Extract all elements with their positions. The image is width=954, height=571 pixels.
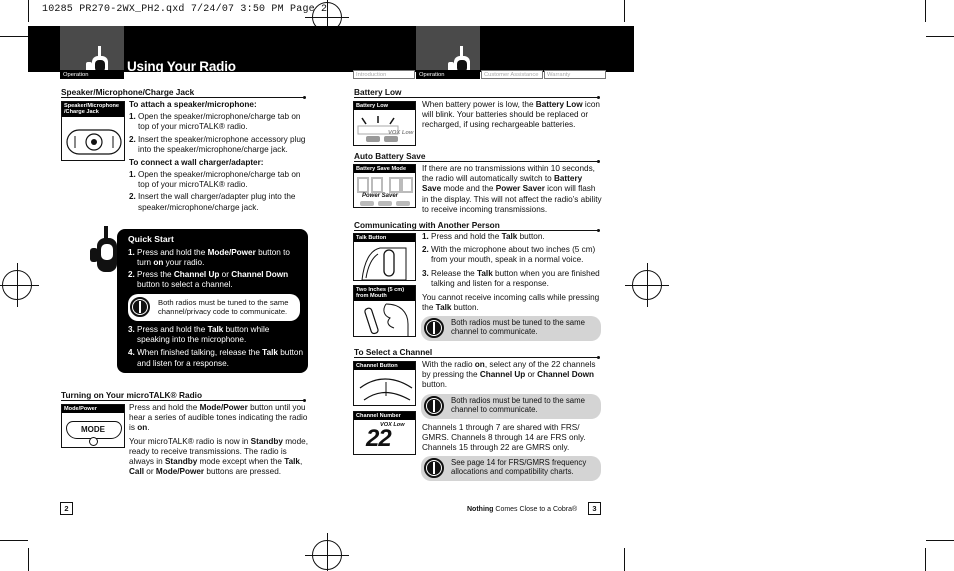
- crop-mark: [28, 548, 29, 571]
- charge-jack-illustration: [65, 126, 123, 158]
- section-title-battery-low: Battery Low: [354, 87, 402, 97]
- list-item: 2. With the microphone about two inches (5 cm) from your mouth, speak in a normal voice.: [422, 245, 596, 265]
- crop-mark: [624, 548, 625, 571]
- figure-label: Speaker/Microphone /Charge Jack: [62, 102, 124, 117]
- figure-label: Battery Save Mode: [354, 165, 415, 173]
- section-rule: [354, 161, 598, 162]
- crop-mark: [926, 540, 954, 541]
- quick-start-steps-2: [128, 323, 303, 369]
- speaker-instructions: [129, 100, 307, 213]
- charger-heading: To connect a wall charger/adapter:: [129, 157, 264, 167]
- crop-mark: [624, 0, 625, 22]
- list-item: 1. Open the speaker/microphone/charge tab on top of your microTALK® radio.: [129, 170, 301, 190]
- attach-heading: To attach a speaker/microphone:: [129, 100, 257, 109]
- quick-start-note: Both radios must be tuned to the same channel/privacy code to communicate.: [128, 294, 300, 321]
- tab-warranty[interactable]: Warranty: [544, 70, 606, 79]
- power-icon: [89, 437, 98, 446]
- frequency-note: See page 14 for FRS/GMRS frequency allocations and compatibility charts.: [421, 456, 601, 481]
- select-channel-text: With the radio on, select any of the 22 channels by pressing the Channel Up or Channel Down button.: [422, 360, 596, 390]
- tab-operation[interactable]: Operation: [416, 70, 480, 79]
- page-number-right: 3: [588, 502, 601, 515]
- lcd-segment-illustration: [360, 201, 412, 207]
- crop-mark: [28, 0, 29, 22]
- tab-introduction[interactable]: Introduction: [353, 70, 415, 79]
- section-rule: [61, 97, 304, 98]
- figure-label: Battery Low: [354, 102, 415, 110]
- registration-mark: [312, 540, 342, 570]
- talk-button-illustration: [356, 244, 414, 280]
- channel-button-illustration: [356, 372, 414, 406]
- mode-button-illustration: MODE: [66, 421, 122, 439]
- auto-save-text: If there are no transmissions within 10 seconds, the radio will automatically switch to Battery Save mode and the Power Saver icon will flash in the display. This will not affect the radio’s ability to receive incoming transmissions.: [422, 164, 602, 214]
- radio-icon: [90, 226, 126, 274]
- quick-start-title: Quick Start: [128, 234, 174, 244]
- crop-mark: [926, 36, 954, 37]
- quick-start-content: [128, 234, 303, 290]
- list-item: 2. Insert the wall charger/adapter plug into the speaker/microphone/charge jack.: [129, 192, 296, 212]
- section-title-auto-save: Auto Battery Save: [354, 151, 426, 161]
- list-item: 1. Press and hold the Talk button.: [422, 232, 545, 241]
- print-slug: 10285 PR270-2WX_PH2.qxd 7/24/07 3:50 PM Page 2: [42, 4, 328, 15]
- figure-two-inches: [353, 285, 416, 337]
- battery-low-text: When battery power is low, the Battery Low icon will blink. Your batteries should be replaced or recharged, if using rechargeable batteries.: [422, 100, 600, 130]
- figure-channel-button: [353, 361, 416, 406]
- communicating-note: Both radios must be tuned to the same channel to communicate.: [421, 316, 601, 341]
- figure-mode-power: [61, 404, 125, 448]
- section-title-speaker: Speaker/Microphone/Charge Jack: [61, 87, 195, 97]
- figure-charge-jack: [61, 101, 125, 161]
- section-rule: [61, 400, 304, 401]
- note-icon: [424, 318, 444, 338]
- list-item: 4. When finished talking, release the Talk button and listen for a response.: [128, 348, 303, 368]
- section-rule: [354, 357, 598, 358]
- figure-battery-low: Battery Low VOX Low: [353, 101, 416, 146]
- section-title-select-channel: To Select a Channel: [354, 347, 433, 357]
- list-item: 1. Press and hold the Mode/Power button to turn on your radio.: [128, 247, 290, 267]
- note-icon: [424, 458, 444, 478]
- list-item: 1. Open the speaker/microphone/charge tab on top of your microTALK® radio.: [129, 112, 301, 132]
- figure-label: Channel Button: [354, 362, 415, 370]
- figure-label: Two Inches (5 cm) from Mouth: [354, 286, 415, 301]
- registration-mark: [632, 270, 662, 300]
- figure-label: Channel Number: [354, 412, 415, 420]
- list-item: 3. Release the Talk button when you are finished talking and listen for a response.: [422, 268, 600, 288]
- figure-battery-save: Battery Save Mode Power Saver: [353, 164, 416, 208]
- lcd-illustration: [356, 114, 414, 144]
- figure-label: Mode/Power: [62, 405, 124, 413]
- note-icon: [130, 297, 150, 317]
- list-item: 3. Press and hold the Talk button while speaking into the microphone.: [128, 325, 270, 345]
- turning-on-text: Press and hold the Mode/Power button until you hear a series of audible tones indicating the radio is on. Your microTALK® radio is now in Standby mode, ready to receive transmissions. The radio is always in Standby mode except when the Talk, Call or Mode/Power buttons are pressed.: [129, 403, 308, 477]
- crop-mark: [0, 540, 28, 541]
- tab-operation-left[interactable]: Operation: [60, 70, 124, 79]
- note-icon: [424, 396, 444, 416]
- section-rule: [354, 230, 598, 231]
- figure-talk-button: [353, 233, 416, 281]
- section-title-communicating: Communicating with Another Person: [354, 220, 500, 230]
- speaking-illustration: [356, 302, 414, 336]
- page-title: Using Your Radio: [127, 59, 236, 74]
- page-number-left: 2: [60, 502, 73, 515]
- tab-customer-assistance[interactable]: Customer Assistance: [481, 70, 543, 79]
- figure-label: Talk Button: [354, 234, 415, 242]
- communicating-steps: 1. Press and hold the Talk button. 2. With the microphone about two inches (5 cm) from your mouth, speak in a normal voice. 3. Release the Talk button when you are finished talking and listen for a response. You cannot receive incoming calls while pressing the Talk button.: [422, 232, 602, 313]
- section-rule: [354, 97, 598, 98]
- list-item: 2. Press the Channel Up or Channel Down button to select a channel.: [128, 270, 289, 290]
- channels-info-text: Channels 1 through 7 are shared with FRS/ GMRS. Channels 8 through 14 are FRS only. Channels 15 through 22 are GMRS only.: [422, 423, 586, 453]
- select-channel-note: Both radios must be tuned to the same channel to communicate.: [421, 394, 601, 419]
- figure-channel-number: Channel Number VOX Low 22: [353, 411, 416, 455]
- crop-mark: [925, 0, 926, 22]
- list-item: 2. Insert the speaker/microphone accessory plug into the speaker/microphone/charge jack.: [129, 134, 306, 154]
- footer-tagline: Nothing Comes Close to a Cobra®: [467, 506, 578, 513]
- crop-mark: [925, 548, 926, 571]
- section-title-turning-on: Turning on Your microTALK® Radio: [61, 390, 203, 400]
- registration-mark: [2, 270, 32, 300]
- crop-mark: [0, 36, 28, 37]
